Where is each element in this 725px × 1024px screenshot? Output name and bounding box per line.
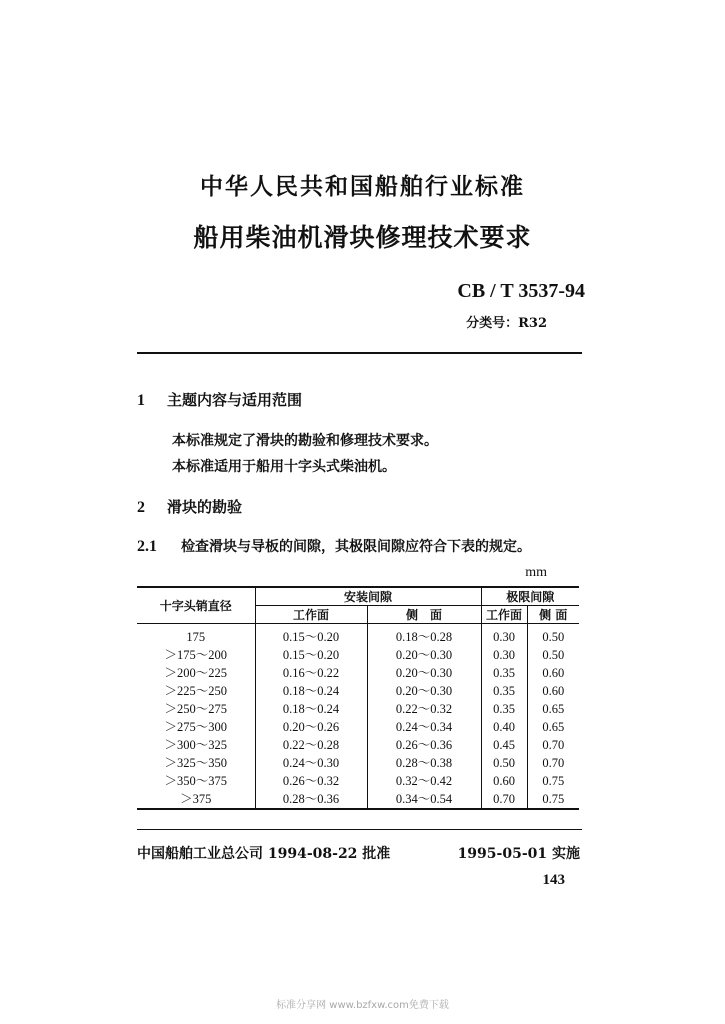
cell-pin-diameter: ＞350～375 [164, 774, 227, 788]
header-pin-diameter: 十字头销直径 [137, 587, 255, 624]
cell-limit-side: 0.65 [527, 718, 579, 736]
cell-limit-working: 0.60 [481, 772, 527, 790]
cell-limit-working: 0.50 [481, 754, 527, 772]
paragraph-applicability: 本标准适用于船用十字头式柴油机。 [172, 459, 396, 475]
classification-code: 分类号：R32 [466, 316, 547, 331]
issuing-organization: 中华人民共和国船舶行业标准 [200, 173, 525, 200]
section-number: 2 [137, 499, 145, 516]
cell-limit-side: 0.65 [527, 700, 579, 718]
cell-limit-working: 0.40 [481, 718, 527, 736]
cell-limit-side: 0.70 [527, 754, 579, 772]
cell-install-working: 0.24～0.30 [255, 754, 367, 772]
cell-install-working: 0.18～0.24 [255, 682, 367, 700]
subheader-install-working-face: 工作面 [255, 606, 367, 624]
header-install-clearance: 安装间隙 [255, 587, 481, 606]
table-row [137, 664, 579, 682]
table-row [137, 624, 579, 647]
standard-number: CB / T 3537-94 [457, 280, 585, 302]
cell-limit-side: 0.70 [527, 736, 579, 754]
paragraph-scope: 本标准规定了滑块的勘验和修理技术要求。 [172, 433, 438, 449]
table-row [137, 772, 579, 790]
subheader-limit-side-face: 侧 面 [527, 606, 579, 624]
cell-limit-working: 0.35 [481, 664, 527, 682]
section-title: 滑块的勘验 [167, 498, 243, 516]
cell-install-working: 0.22～0.28 [255, 736, 367, 754]
cell-limit-side: 0.50 [527, 646, 579, 664]
table-row [137, 682, 579, 700]
cell-limit-side: 0.50 [527, 624, 579, 647]
clause-2-1 [137, 536, 531, 556]
table-unit: mm [525, 565, 547, 580]
cell-install-side: 0.34～0.54 [367, 790, 481, 809]
table-row [137, 646, 579, 664]
cell-limit-side: 0.60 [527, 682, 579, 700]
header-limit-clearance: 极限间隙 [481, 587, 579, 606]
cell-install-side: 0.32～0.42 [367, 772, 481, 790]
cell-install-side: 0.20～0.30 [367, 664, 481, 682]
table-row [137, 754, 579, 772]
cell-install-side: 0.20～0.30 [367, 682, 481, 700]
implementation-date: 1995-05-01 实施 [457, 846, 580, 862]
cell-pin-diameter: ＞300～325 [164, 738, 227, 752]
subheader-limit-working-face: 工作面 [481, 606, 527, 624]
cell-pin-diameter: ＞375 [137, 790, 255, 809]
cell-install-working: 0.28～0.36 [255, 790, 367, 809]
cell-install-side: 0.24～0.34 [367, 718, 481, 736]
footer-divider [137, 829, 582, 830]
cell-limit-working: 0.30 [481, 624, 527, 647]
cell-limit-side: 0.75 [527, 790, 579, 809]
table-row [137, 718, 579, 736]
approval-line: 中国船舶工业总公司 1994-08-22 批准 [137, 846, 391, 862]
section-1-heading [137, 389, 302, 410]
cell-pin-diameter: 175 [186, 630, 206, 644]
cell-limit-working: 0.45 [481, 736, 527, 754]
cell-limit-side: 0.75 [527, 772, 579, 790]
clause-text: 检查滑块与导板的间隙，其极限间隙应符合下表的规定。 [181, 539, 531, 555]
clause-number: 2.1 [137, 538, 157, 555]
cell-pin-diameter: ＞175～200 [164, 648, 227, 662]
table-row [137, 736, 579, 754]
table-row [137, 700, 579, 718]
cell-install-side: 0.28～0.38 [367, 754, 481, 772]
cell-limit-working: 0.35 [481, 700, 527, 718]
cell-pin-diameter: ＞225～250 [164, 684, 227, 698]
cell-install-side: 0.18～0.28 [367, 624, 481, 647]
cell-install-working: 0.15～0.20 [255, 646, 367, 664]
cell-install-side: 0.20～0.30 [367, 646, 481, 664]
document-title: 船用柴油机滑块修理技术要求 [193, 223, 532, 252]
cell-install-side: 0.22～0.32 [367, 700, 481, 718]
section-title: 主题内容与适用范围 [167, 391, 303, 409]
site-watermark: 标准分享网 www.bzfxw.com免费下载 [276, 1000, 449, 1011]
cell-install-working: 0.16～0.22 [255, 664, 367, 682]
table-row [137, 790, 579, 809]
cell-install-working: 0.15～0.20 [255, 624, 367, 647]
cell-install-working: 0.20～0.26 [255, 718, 367, 736]
cell-pin-diameter: ＞325～350 [164, 756, 227, 770]
page-number: 143 [542, 872, 565, 888]
cell-pin-diameter: ＞200～225 [164, 666, 227, 680]
cell-pin-diameter: ＞275～300 [164, 720, 227, 734]
cell-install-working: 0.26～0.32 [255, 772, 367, 790]
cell-install-side: 0.26～0.36 [367, 736, 481, 754]
table-body [137, 624, 579, 810]
section-2-heading [137, 496, 242, 517]
cell-install-working: 0.18～0.24 [255, 700, 367, 718]
section-number: 1 [137, 392, 145, 409]
cell-limit-working: 0.35 [481, 682, 527, 700]
header-divider [137, 352, 582, 354]
cell-limit-working: 0.70 [481, 790, 527, 809]
cell-limit-working: 0.30 [481, 646, 527, 664]
clearance-table [137, 586, 579, 810]
subheader-install-side-face: 侧 面 [367, 606, 481, 624]
cell-limit-side: 0.60 [527, 664, 579, 682]
cell-pin-diameter: ＞250～275 [164, 702, 227, 716]
